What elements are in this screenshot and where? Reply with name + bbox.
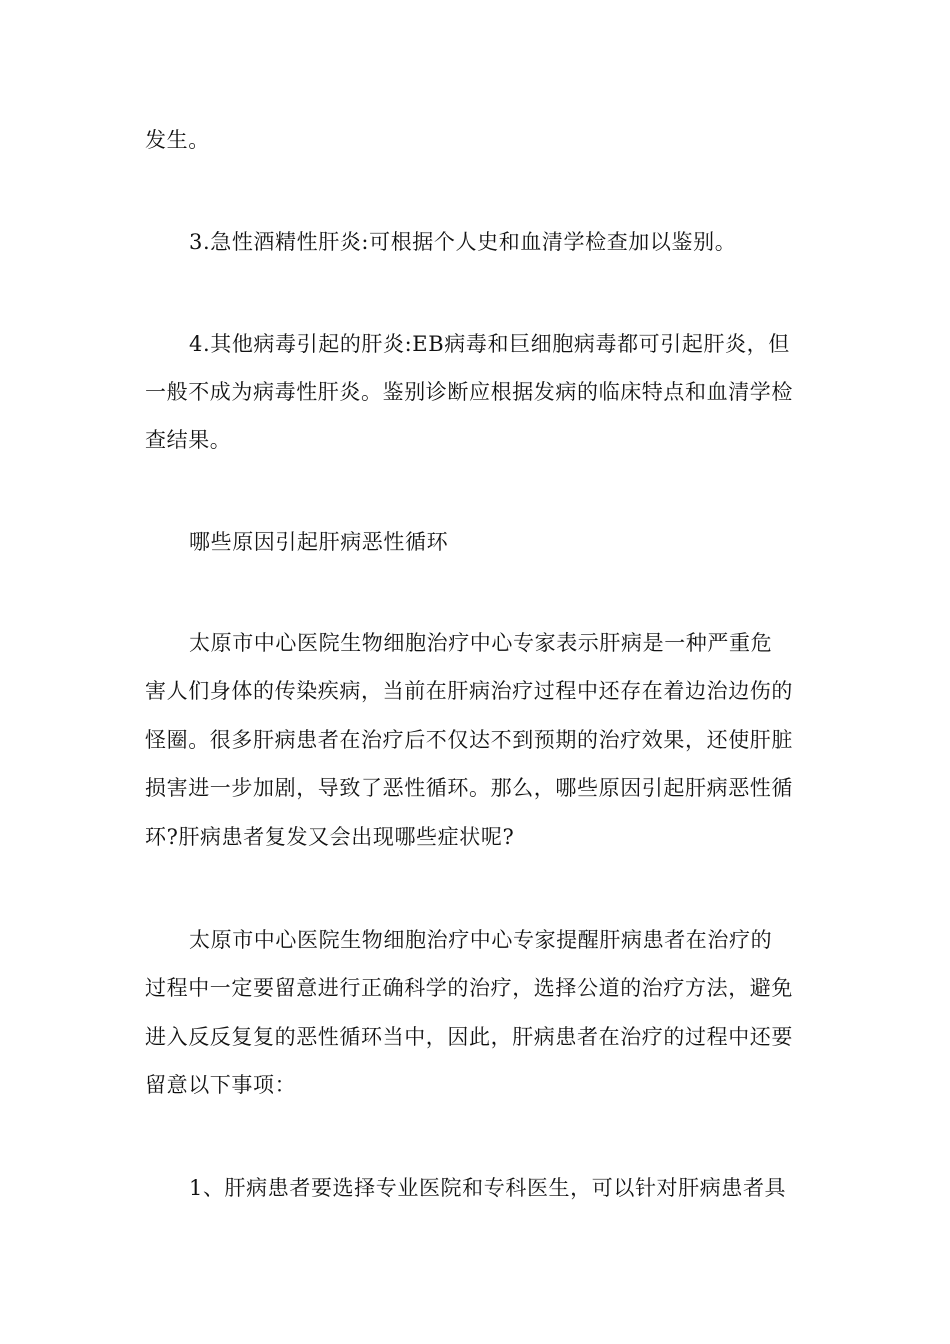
section-heading: 哪些原因引起肝病恶性循环 <box>189 530 449 554</box>
paragraph-item-4-line: 一般不成为病毒性肝炎。鉴别诊断应根据发病的临床特点和血清学检 <box>145 380 793 404</box>
paragraph-continuation-line: 发生。 <box>145 128 210 152</box>
body-paragraph-line: 害人们身体的传染疾病，当前在肝病治疗过程中还存在着边治边伤的 <box>145 679 793 703</box>
paragraph-item-4-line: 查结果。 <box>145 428 232 452</box>
list-item-1-line: 1、肝病患者要选择专业医院和专科医生，可以针对肝病患者具 <box>189 1176 787 1200</box>
body-paragraph-line: 太原市中心医院生物细胞治疗中心专家提醒肝病患者在治疗的 <box>189 928 773 952</box>
body-paragraph-line: 环?肝病患者复发又会出现哪些症状呢? <box>145 825 515 849</box>
body-paragraph-line: 怪圈。很多肝病患者在治疗后不仅达不到预期的治疗效果，还使肝脏 <box>145 728 793 752</box>
body-paragraph-line: 过程中一定要留意进行正确科学的治疗，选择公道的治疗方法，避免 <box>145 976 793 1000</box>
paragraph-item-3-line: 3.急性酒精性肝炎:可根据个人史和血清学检查加以鉴别。 <box>189 230 737 254</box>
body-paragraph-line: 损害进一步加剧，导致了恶性循环。那么，哪些原因引起肝病恶性循 <box>145 776 793 800</box>
body-paragraph-line: 太原市中心医院生物细胞治疗中心专家表示肝病是一种严重危 <box>189 631 773 655</box>
body-paragraph-line: 留意以下事项： <box>145 1073 297 1097</box>
body-paragraph-line: 进入反反复复的恶性循环当中，因此，肝病患者在治疗的过程中还要 <box>145 1025 793 1049</box>
paragraph-item-4-line: 4.其他病毒引起的肝炎:EB病毒和巨细胞病毒都可引起肝炎，但 <box>189 332 790 356</box>
